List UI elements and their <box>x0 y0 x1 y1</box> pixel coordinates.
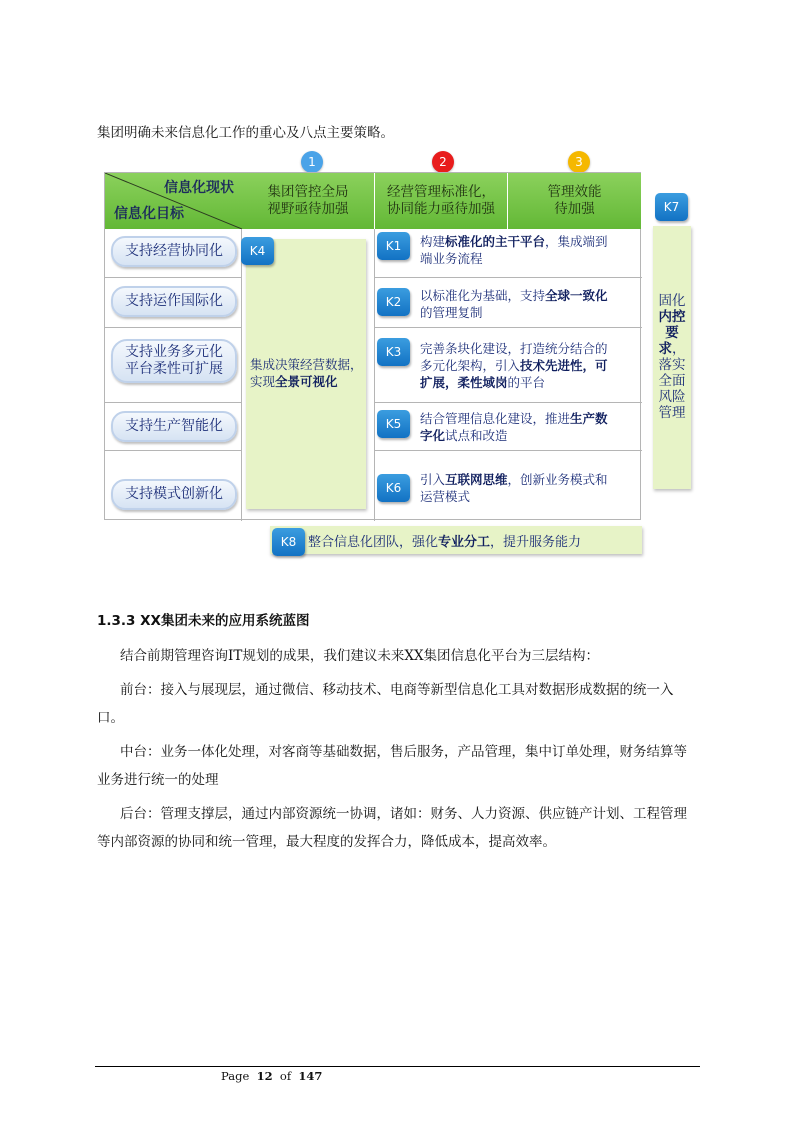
footer-rule <box>95 1066 700 1067</box>
k4-badge: K4 <box>241 237 274 265</box>
paragraph-3: 中台：业务一体化处理，对客商等基础数据，售后服务，产品管理，集中订单处理，财务结算等业务进行统一的处理 <box>97 744 687 788</box>
header-corner <box>105 173 242 229</box>
k7-badge: K7 <box>655 193 688 221</box>
goal-pill-2: 支持运作国际化 <box>111 286 237 317</box>
k8-text: 整合信息化团队，强化专业分工，提升服务能力 <box>308 535 582 550</box>
intro-text: 集团明确未来信息化工作的重心及八点主要策略。 <box>97 125 394 141</box>
k2-text: 以标准化为基础，支持全球一致化 的管理复制 <box>420 288 608 320</box>
paragraph-2: 前台：接入与展现层，通过微信、移动技术、电商等新型信息化工具对数据形成数据的统一入口。 <box>97 682 674 726</box>
circle-2: 2 <box>432 151 454 173</box>
k6-badge: K6 <box>377 474 410 502</box>
column-header-1: 集团管控全局 视野亟待加强 <box>242 173 375 229</box>
k3-text: 完善条块化建设，打造统分结合的 多元化架构，引入技术先进性，可 扩展，柔性域岗的平台 <box>420 341 608 390</box>
circle-3: 3 <box>568 151 590 173</box>
k3-badge: K3 <box>377 338 410 366</box>
k1-text: 构建标准化的主干平台，集成端到 端业务流程 <box>420 234 608 266</box>
k8-badge: K8 <box>272 528 305 556</box>
page-footer: Page 12 of 147 <box>221 1069 323 1083</box>
column-header-3: 管理效能 待加强 <box>508 173 641 229</box>
circle-1: 1 <box>301 151 323 173</box>
goal-pill-3: 支持业务多元化 平台柔性可扩展 <box>111 339 237 383</box>
paragraph-4: 后台：管理支撑层，通过内部资源统一协调，诸如：财务、人力资源、供应链产计划、工程管理等内部资源的协同和统一管理，最大程度的发挥合力，降低成本，提高效率。 <box>97 806 687 850</box>
k4-text: 集成决策经营数据， 实现全景可视化 <box>250 357 363 389</box>
k7-text: 固化内控要求，落实全面风险管理 <box>658 293 686 421</box>
paragraph-1: 结合前期管理咨询IT规划的成果，我们建议未来XX集团信息化平台为三层结构： <box>120 648 600 664</box>
strategy-diagram <box>104 151 695 561</box>
goal-pill-4: 支持生产智能化 <box>111 411 237 442</box>
corner-bottom-label: 信息化目标 <box>114 206 184 222</box>
k5-badge: K5 <box>377 410 410 438</box>
goal-pill-5: 支持模式创新化 <box>111 479 237 510</box>
k5-text: 结合管理信息化建设，推进生产数 字化试点和改造 <box>420 411 608 443</box>
k6-text: 引入互联网思维，创新业务模式和 运营模式 <box>420 472 608 504</box>
k2-badge: K2 <box>377 288 410 316</box>
corner-top-label: 信息化现状 <box>164 180 234 196</box>
column-header-2: 经营管理标准化， 协同能力亟待加强 <box>375 173 508 229</box>
k1-badge: K1 <box>377 232 410 260</box>
section-heading: 1.3.3 XX集团未来的应用系统蓝图 <box>97 613 310 629</box>
goal-pill-1: 支持经营协同化 <box>111 236 237 267</box>
